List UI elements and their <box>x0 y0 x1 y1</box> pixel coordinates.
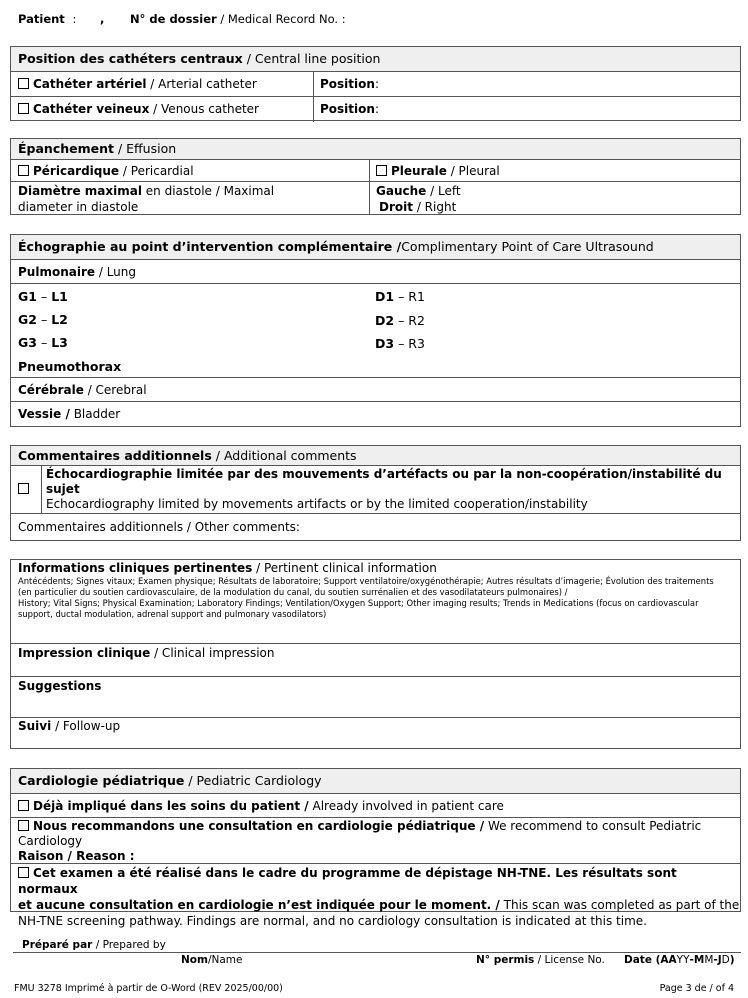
recommend-checkbox[interactable] <box>18 820 29 831</box>
screening-checkbox[interactable] <box>18 867 29 878</box>
record-label-en: / Medical Record No. : <box>220 12 346 26</box>
limited-row <box>11 466 740 514</box>
signature-line[interactable] <box>13 952 741 953</box>
patient-colon: : <box>72 12 77 26</box>
cerebral-row[interactable]: Cérébrale / Cerebral <box>11 378 740 402</box>
screening-row: Cet examen a été réalisé dans le cadre du programme de dépistage NH-TNE. Les résultats sont normaux et aucune consultation en cardiologie n’est indiquée pour le moment. / This scan was completed as part of the NH-TNE screening pathway. Findings are normal, and no cardiology consultation is indicated at this time. <box>18 866 740 928</box>
zone-d3: D3 – R3 <box>375 336 425 351</box>
clinical-fine-1: Antécédents; Signes vitaux; Examen physique; Résultats de laboratoire; Support ventilatoire/oxygénothérapie; Autres résultats d’imagerie; Évolution des traitements <box>18 576 714 586</box>
pocus-section <box>10 234 741 427</box>
lung-zones[interactable] <box>11 284 740 378</box>
comments-header: Commentaires additionnels / Additional comments <box>11 446 740 466</box>
zone-d2: D2 – R2 <box>375 313 425 328</box>
form-id: FMU 3278 Imprimé à partir de O-Word (REV 2025/00/00) <box>14 983 283 994</box>
effusion-header: Épanchement / Effusion <box>11 139 740 160</box>
cardiology-header: Cardiologie pédiatrique / Pediatric Cardiology <box>11 769 740 794</box>
limited-checkbox-cell <box>11 466 41 513</box>
arterial-position[interactable]: Position: <box>320 77 379 91</box>
cardiology-section <box>10 768 741 928</box>
central-lines-section <box>10 46 741 121</box>
effusion-section <box>10 138 741 215</box>
arterial-checkbox[interactable] <box>18 78 29 89</box>
comments-section <box>10 445 741 541</box>
other-comments[interactable]: Commentaires additionnels / Other comments: <box>18 520 300 534</box>
arterial-row <box>11 72 740 97</box>
bladder-row[interactable]: Vessie / Bladder <box>18 407 121 421</box>
limited-text: Échocardiographie limitée par des mouvements d’artéfacts ou par la non-coopération/instabilité du sujet Echocardiography limited by movements artifacts or by the limited cooperation/instability <box>46 467 722 511</box>
recommend-row: Nous recommandons une consultation en cardiologie pédiatrique / We recommend to consult Pediatric Cardiology Raison / Reason : <box>11 818 740 864</box>
patient-comma: , <box>100 12 105 26</box>
clinical-info[interactable]: Informations cliniques pertinentes / Pertinent clinical information Antécédents; Signes vitaux; Examen physique; Résultats de laboratoire; Support ventilatoire/oxygénothérapie; Autres résultats d’imagerie; Évolution des traitements (en particulier du soutien cardiovasculaire, de la modulation du canal, du soutien surrénalien et des vasodilatateurs pulmonaires) / History; Vital Signs; Physical Examination; Laboratory Findings; Ventilation/Oxygen Support; Other imaging results; Trends in Medications (focus on cardiovascular support, ductal modulation, adrenal support and pulmonary vasodilators) <box>11 560 740 644</box>
clinical-section <box>10 559 741 749</box>
pleural-checkbox[interactable] <box>376 165 387 176</box>
venous-checkbox[interactable] <box>18 103 29 114</box>
name-label: Nom/Name <box>181 954 243 966</box>
pericardial-cell: Péricardique / Pericardial <box>11 160 369 181</box>
license-label: N° permis / License No. <box>476 954 605 966</box>
venous-cell: Cathéter veineux / Venous catheter <box>11 97 313 122</box>
involved-row: Déjà impliqué dans les soins du patient / Already involved in patient care <box>11 794 740 818</box>
central-lines-header: Position des cathéters centraux / Central line position <box>11 47 740 72</box>
diameter-cell[interactable]: Diamètre maximal en diastole / Maximal diameter in diastole <box>18 184 275 214</box>
clinical-fine-3: History; Vital Signs; Physical Examination; Laboratory Findings; Ventilation/Oxygen Support; Other imaging results; Trends in Medications (focus on cardiovascular <box>18 598 699 608</box>
prepared-by: Préparé par / Prepared by <box>22 939 166 951</box>
side-cell[interactable]: Gauche / Left Droit / Right <box>376 184 461 214</box>
arterial-label: Cathéter artériel <box>33 77 147 91</box>
venous-position[interactable]: Position: <box>320 102 379 116</box>
limited-checkbox[interactable] <box>18 483 29 494</box>
page-number: Page 3 de / of 4 <box>659 983 734 994</box>
record-label: N° de dossier <box>130 12 217 26</box>
venous-label: Cathéter veineux <box>33 102 150 116</box>
date-label: Date (AAYY-MM-JD) <box>624 954 735 966</box>
pericardial-checkbox[interactable] <box>18 165 29 176</box>
patient-header <box>18 12 346 26</box>
lung-row: Pulmonaire / Lung <box>11 260 740 284</box>
clinical-fine-4: support, ductal modulation, adrenal support and pulmonary vasodilators) <box>18 609 327 619</box>
impression-row[interactable]: Impression clinique / Clinical impression <box>11 644 740 677</box>
effusion-type-row <box>11 160 740 182</box>
suggestions-row[interactable]: Suggestions <box>11 677 740 718</box>
pneumothorax-label: Pneumothorax <box>18 359 122 374</box>
zone-g2: G2 – L2 <box>18 312 68 327</box>
zone-g1: G1 – L1 <box>18 289 68 304</box>
pleural-cell: Pleurale / Pleural <box>369 160 740 181</box>
patient-label: Patient <box>18 12 65 26</box>
involved-checkbox[interactable] <box>18 800 29 811</box>
zone-g3: G3 – L3 <box>18 335 68 350</box>
zone-d1: D1 – R1 <box>375 289 425 304</box>
followup-row[interactable]: Suivi / Follow-up <box>18 719 121 733</box>
arterial-cell: Cathéter artériel / Arterial catheter <box>11 72 313 96</box>
clinical-fine-2: (en particulier du soutien cardiovasculaire, de la modulation du canal, du soutien surrénalien et des vasodilatateurs pulmonaires) / <box>18 587 568 597</box>
pocus-header: Échographie au point d’intervention complémentaire /Complimentary Point of Care Ultrasound <box>11 235 740 260</box>
effusion-measure-row <box>11 182 740 215</box>
venous-row <box>11 97 740 122</box>
reason-field[interactable]: Raison / Reason : <box>18 849 135 863</box>
